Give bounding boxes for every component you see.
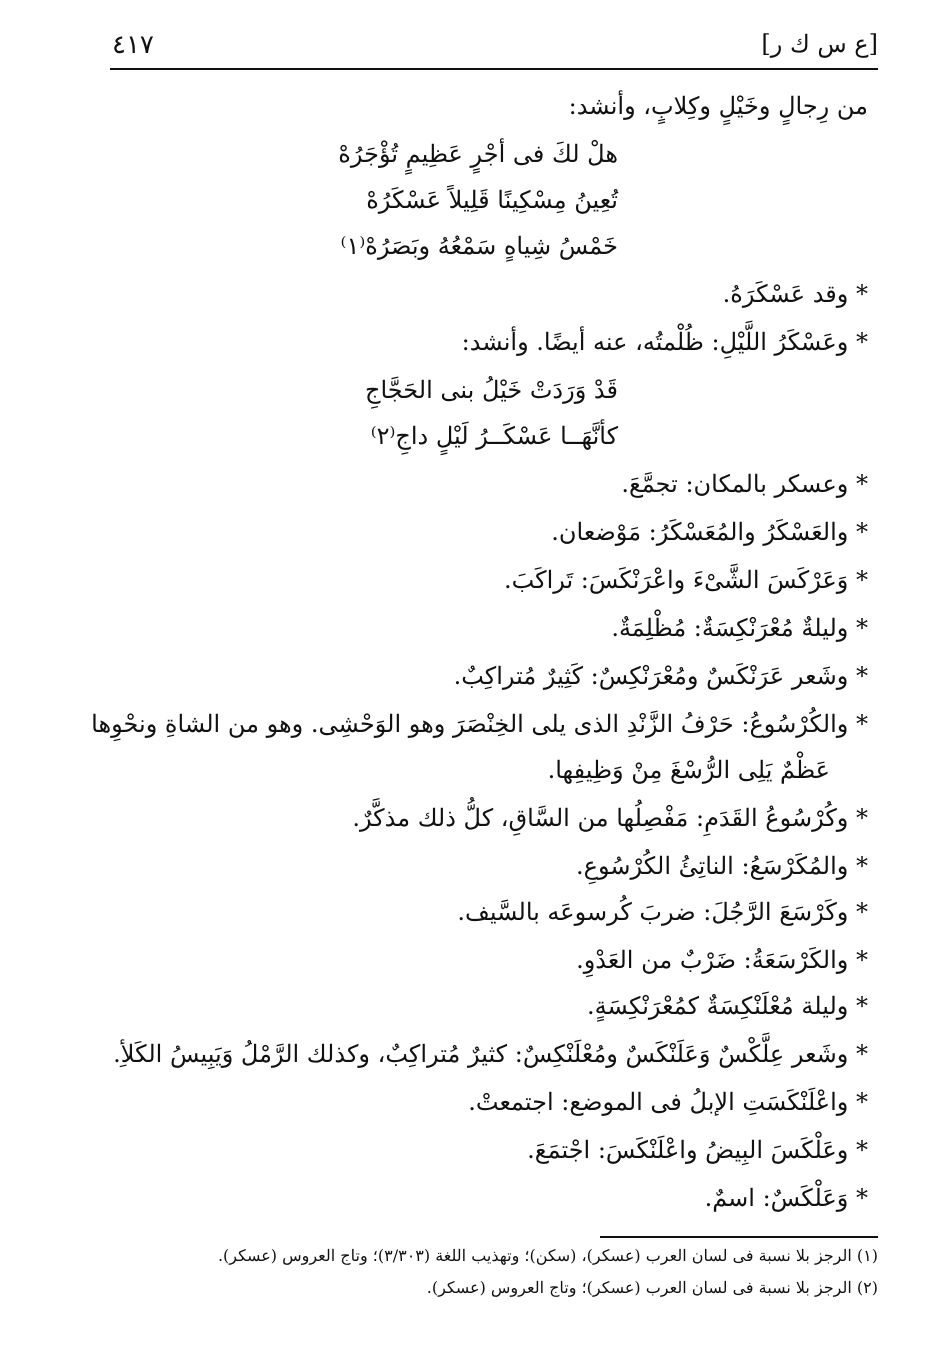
entry-line: * والكَرْسَعَةُ: ضَرْبٌ من العَدْوِ.: [576, 946, 868, 974]
entry-line: * وكُرْسُوعُ القَدَمِ: مَفْصِلُها من السَّاقِ، كلُّ ذلك مذكَّرٌ.: [352, 804, 868, 832]
verse-line: خَمْسُ شِياهٍ سَمْعُهُ وبَصَرُهْ⁽١⁾: [340, 232, 618, 260]
footnote: (١) الرجز بلا نسبة فى لسان العرب (عسكر)، (سكن)؛ وتهذيب اللغة (٣/٣٠٣)؛ وتاج العروس (عسكر).: [217, 1246, 878, 1265]
entry-line: * وعَسْكَرُ اللَّيْلِ: ظُلْمتُه، عنه أيضًا. وأنشد:: [461, 328, 868, 356]
footnote-rule: [600, 1236, 878, 1238]
verse-line: قَدْ وَرَدَتْ خَيْلُ بنى الحَجَّاجِ: [365, 376, 618, 404]
entry-line: * وكَرْسَعَ الرَّجُلَ: ضربَ كُرسوعَه بالسَّيف.: [457, 898, 868, 926]
entry-line: * وعسكر بالمكان: تجمَّعَ.: [621, 470, 868, 498]
running-header-root: [ع س ك ر]: [761, 30, 878, 58]
entry-line: * وليلةٌ مُعْرَنْكِسَةٌ: مُظْلِمَةٌ.: [611, 614, 868, 642]
header-rule: [110, 68, 878, 70]
entry-line: * واعْلَنْكَسَتِ الإبلُ فى الموضع: اجتمعتْ.: [468, 1088, 868, 1116]
verse-line: كأنَّهَــا عَسْكَــرُ لَيْلٍ داجِ⁽٢⁾: [370, 422, 618, 450]
entry-line: * وعَلْكَسَ البِيضُ واعْلَنْكَسَ: اجْتمَعَ.: [527, 1136, 868, 1164]
verse-line: هلْ لكَ فى أجْرٍ عَظِيمٍ تُؤْجَرُهْ: [338, 140, 618, 168]
entry-line: * وَعَرْكَسَ الشَّىْءَ واعْرَنْكَسَ: تَراكَبَ.: [503, 566, 868, 594]
entry-line: * وشَعر عَرَنْكَسٌ ومُعْرَنْكِسٌ: كَثِيرٌ مُتراكِبٌ.: [453, 662, 868, 690]
entry-line: * وقد عَسْكَرَهُ.: [722, 280, 868, 308]
text-line: عَظْمٌ يَلِى الرُّسْغَ مِنْ وَظِيفِها.: [547, 756, 830, 784]
entry-line: * والعَسْكَرُ والمُعَسْكَرُ: مَوْضعان.: [551, 518, 868, 546]
verse-line: تُعِينُ مِسْكِينًا قَلِيلاً عَسْكَرُهْ: [366, 186, 618, 214]
text-line: من رِجالٍ وخَيْلٍ وكِلابٍ، وأنشد:: [568, 92, 868, 120]
entry-line: * والمُكَرْسَعُ: الناتِئُ الكُرْسُوعِ.: [576, 852, 868, 880]
entry-line: * وشَعر عِلَّكْسٌ وَعَلَنْكَسٌ ومُعْلَنْكِسٌ: كثيرٌ مُتراكِبٌ، وكذلك الرَّمْلُ وَيَبِيسُ الكَلأِ.: [113, 1040, 868, 1068]
footnote: (٢) الرجز بلا نسبة فى لسان العرب (عسكر)؛ وتاج العروس (عسكر).: [426, 1278, 878, 1297]
entry-line: * وليلة مُعْلَنْكِسَةٌ كمُعْرَنْكِسَةٍ.: [587, 992, 868, 1020]
entry-line: * وَعَلْكَسٌ: اسمٌ.: [704, 1184, 868, 1212]
page-number: ٤١٧: [112, 30, 154, 60]
entry-line: * والكُرْسُوعُ: حَرْفُ الزَّنْدِ الذى يلى الخِنْصَرَ وهو الوَحْشِى. وهو من الشاةِ ونحْوِها: [91, 710, 868, 738]
